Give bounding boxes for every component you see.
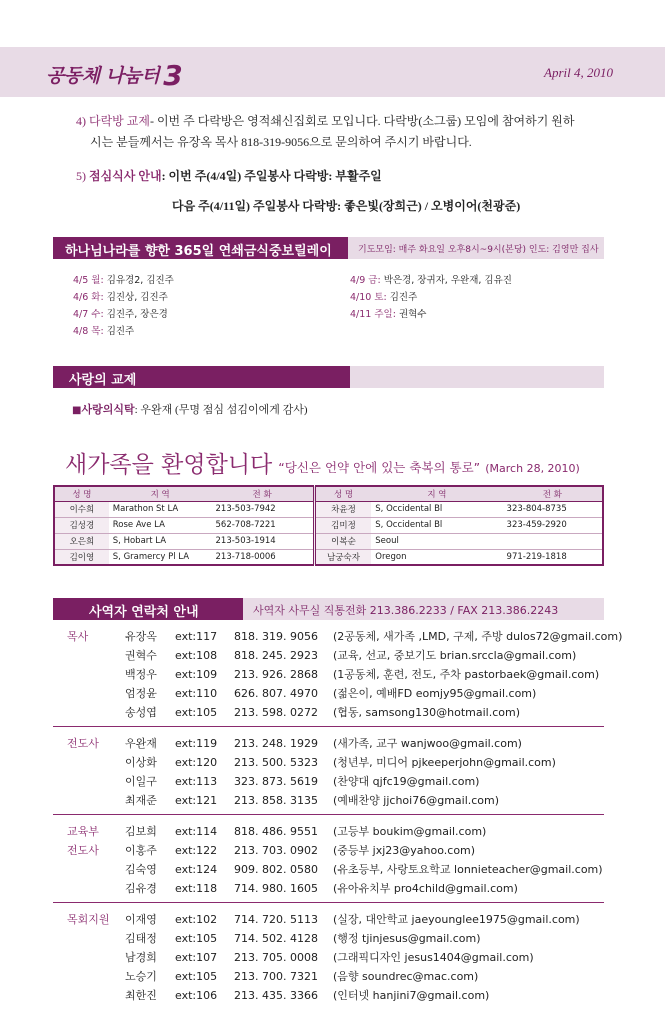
table-header: 전 화 <box>212 486 315 501</box>
relay-names: 김진주 <box>386 292 418 303</box>
staff-ext: ext:120 <box>175 756 218 769</box>
staff-ext: ext:118 <box>175 882 218 895</box>
table-row <box>54 501 603 517</box>
staff-note: (교육, 선교, 중보기도 brian.srccla@gmail.com) <box>333 649 577 662</box>
staff-row <box>53 791 604 810</box>
staff-row <box>53 822 604 841</box>
staff-name: 백정우 <box>125 668 157 681</box>
table-cell: 323-804-8735 <box>503 501 603 517</box>
role-label: 목회지원 <box>67 913 110 926</box>
staff-row <box>53 841 604 860</box>
staff-note: (예배찬양 jjchoi76@gmail.com) <box>333 794 500 807</box>
table-cell: S, Occidental Bl <box>371 501 502 517</box>
staff-ext: ext:105 <box>175 932 218 945</box>
relay-info: 기도모임: 매주 화요일 오후8시~9시(본당) 인도: 김영만 집사 <box>358 245 599 255</box>
staff-phone: 323. 873. 5619 <box>234 775 318 788</box>
staff-row <box>53 929 604 948</box>
table-cell: 이수희 <box>54 501 109 517</box>
role-label: 전도사 <box>67 737 99 750</box>
staff-ext: ext:107 <box>175 951 218 964</box>
staff-note: (유아유치부 pro4child@gmail.com) <box>333 882 518 895</box>
staff-note: (유초등부, 사랑토요학교 lonnieteacher@gmail.com) <box>333 863 603 876</box>
staff-phone: 213. 435. 3366 <box>234 989 318 1002</box>
staff-phone: 818. 319. 9056 <box>234 630 318 643</box>
relay-day: 4/9 금: <box>350 275 381 286</box>
table-cell: 이복순 <box>314 533 371 549</box>
staff-row <box>53 772 604 791</box>
staff-name: 이홍주 <box>125 844 157 857</box>
staff-name: 이일구 <box>125 775 157 788</box>
staff-ext: ext:119 <box>175 737 218 750</box>
relay-names: 김진주, 장은경 <box>103 309 168 320</box>
table-row <box>54 533 603 549</box>
section-title: 공동체 나눔터 3 <box>46 59 183 92</box>
table-cell: 오은희 <box>54 533 109 549</box>
relay-names: 김유경2, 김진주 <box>103 275 174 286</box>
staff-phone: 909. 802. 0580 <box>234 863 318 876</box>
relay-day: 4/6 화: <box>73 292 104 303</box>
staff-row <box>53 627 623 646</box>
staff-note: (협동, samsong130@hotmail.com) <box>333 706 520 719</box>
staff-name: 권혁수 <box>125 649 157 662</box>
relay-names: 김진상, 김진주 <box>103 292 168 303</box>
relay-title: 하나님나라를 향한 365일 연쇄금식중보릴레이 <box>53 237 348 259</box>
staff-name: 이상화 <box>125 756 157 769</box>
staff-ext: ext:122 <box>175 844 218 857</box>
staff-name: 노승기 <box>125 970 157 983</box>
staff-name: 송성엽 <box>125 706 157 719</box>
welcome-heading: 새가족을 환영합니다 “당신은 언약 안에 있는 축복의 통로” (March 28, 2010) <box>65 452 580 478</box>
table-row <box>54 549 603 565</box>
staff-note: (1공동체, 훈련, 전도, 주차 pastorbaek@gmail.com) <box>333 668 600 681</box>
notice-label: 점심식사 안내 <box>89 169 162 183</box>
staff-ext: ext:105 <box>175 706 218 719</box>
love-table-line: ■사랑의식탁: 우완재 (무명 점심 섬김이에게 감사) <box>72 403 308 416</box>
welcome-date: (March 28, 2010) <box>485 462 580 475</box>
relay-item <box>350 289 417 303</box>
table-header: 전 화 <box>503 486 603 501</box>
office-phone: 사역자 사무실 직통전화 213.386.2233 / FAX 213.386.2243 <box>243 598 604 620</box>
staff-row <box>53 753 604 772</box>
table-header: 성 명 <box>314 486 371 501</box>
staff-row <box>53 646 604 665</box>
staff-ext: ext:121 <box>175 794 218 807</box>
staff-note: (음향 soundrec@mac.com) <box>333 970 479 983</box>
relay-names: 박은경, 장귀자, 우완재, 김유진 <box>380 275 512 286</box>
table-cell: 213-503-7942 <box>212 501 315 517</box>
staff-note: (찬양대 qjfc19@gmail.com) <box>333 775 480 788</box>
staff-note: (젊은이, 예배FD eomjy95@gmail.com) <box>333 687 537 700</box>
love-title: 사랑의 교제 <box>53 366 350 388</box>
staff-name: 우완재 <box>125 737 157 750</box>
staff-name: 김보희 <box>125 825 157 838</box>
staff-note: (그래픽디자인 jesus1404@gmail.com) <box>333 951 534 964</box>
staff-row <box>53 665 604 684</box>
staff-ext: ext:110 <box>175 687 218 700</box>
role-label: 교육부 <box>67 825 99 838</box>
staff-note: (고등부 boukim@gmail.com) <box>333 825 487 838</box>
table-cell: 971-219-1818 <box>506 551 567 562</box>
table-cell: S, Occidental Bl <box>371 517 502 533</box>
relay-item <box>73 306 168 320</box>
table-cell: Marathon St LA <box>109 501 212 517</box>
notice-lunch: 5) 점심식사 안내: 이번 주(4/4일) 주일봉사 다락방: 부활주일 다음 주(4/11일) 주일봉사 다락방: 좋은빛(장희근) / 오병이어(천광준) <box>76 169 521 213</box>
staff-name: 최재준 <box>125 794 157 807</box>
staff-title: 사역자 연락처 안내 <box>53 598 243 620</box>
staff-ext: ext:108 <box>175 649 218 662</box>
staff-name: 이재영 <box>125 913 157 926</box>
staff-phone: 213. 703. 0902 <box>234 844 318 857</box>
staff-header <box>53 598 604 620</box>
relay-item <box>73 289 168 303</box>
relay-item <box>73 272 174 286</box>
table-cell: 562-708-7221 <box>212 517 315 533</box>
staff-ext: ext:102 <box>175 913 218 926</box>
relay-day: 4/11 주일: <box>350 309 396 320</box>
staff-note: (중등부 jxj23@yahoo.com) <box>333 844 476 857</box>
love-bar-ext <box>350 366 604 388</box>
staff-row <box>53 860 604 879</box>
staff-ext: ext:124 <box>175 863 218 876</box>
relay-names: 권혁수 <box>395 309 427 320</box>
staff-ext: ext:113 <box>175 775 218 788</box>
relay-day: 4/5 월: <box>73 275 104 286</box>
relay-item <box>73 323 134 337</box>
table-header: 지 역 <box>109 486 212 501</box>
staff-row <box>53 986 604 1005</box>
table-row <box>54 517 603 533</box>
issue-date: April 4, 2010 <box>544 65 613 80</box>
staff-row <box>53 734 604 753</box>
table-cell: S, Hobart LA <box>109 533 212 549</box>
staff-note: (실장, 대안학교 jaeyounglee1975@gmail.com) <box>333 913 580 926</box>
relay-item <box>350 306 426 320</box>
welcome-quote: “당신은 언약 안에 있는 축복의 통로” <box>278 460 481 475</box>
table-cell: 김이영 <box>54 549 109 565</box>
staff-phone: 818. 245. 2923 <box>234 649 318 662</box>
table-cell: 김성경 <box>54 517 109 533</box>
section-number: 3 <box>163 59 183 92</box>
staff-note: (2공동체, 새가족 ,LMD, 구제, 주방 dulos72@gmail.com) <box>333 630 623 643</box>
staff-name: 엄정윤 <box>125 687 157 700</box>
table-cell: 차윤정 <box>314 501 371 517</box>
staff-name: 남경희 <box>125 951 157 964</box>
table-cell: 213-718-0006 <box>215 551 276 562</box>
staff-phone: 714. 720. 5113 <box>234 913 318 926</box>
staff-ext: ext:106 <box>175 989 218 1002</box>
staff-phone: 626. 807. 4970 <box>234 687 318 700</box>
table-cell: Rose Ave LA <box>109 517 212 533</box>
staff-phone: 818. 486. 9551 <box>234 825 318 838</box>
staff-phone: 213. 500. 5323 <box>234 756 318 769</box>
table-cell <box>503 533 603 549</box>
staff-phone: 213. 700. 7321 <box>234 970 318 983</box>
role-label: 전도사 <box>67 844 99 857</box>
staff-ext: ext:109 <box>175 668 218 681</box>
staff-row <box>53 879 604 898</box>
relay-item <box>350 272 512 286</box>
table-cell: Oregon <box>375 551 407 562</box>
staff-name: 김숙영 <box>125 863 157 876</box>
notice-label: 다락방 교제 <box>89 114 150 128</box>
staff-phone: 213. 858. 3135 <box>234 794 318 807</box>
staff-name: 김유경 <box>125 882 157 895</box>
staff-note: (인터넷 hanjini7@gmail.com) <box>333 989 490 1002</box>
relay-day: 4/10 토: <box>350 292 387 303</box>
staff-phone: 213. 705. 0008 <box>234 951 318 964</box>
table-header: 성 명 <box>54 486 109 501</box>
staff-name: 유장옥 <box>125 630 157 643</box>
staff-row <box>53 948 604 967</box>
relay-info-bar <box>348 237 604 259</box>
notice-darakbang: 4) 다락방 교제- 이번 주 다락방은 영적쇄신집회로 모입니다. 다락방(소그룹) 모임에 참여하기 원하 시는 분들께서는 유장옥 목사 818-319-9056으로 문의하여 주시기 바랍니다. <box>76 114 575 149</box>
table-cell: S, Gramercy Pl LA <box>112 551 190 562</box>
table-cell: 323-459-2920 <box>503 517 603 533</box>
staff-ext: ext:117 <box>175 630 218 643</box>
group-divider <box>53 902 604 903</box>
staff-note: (새가족, 교구 wanjwoo@gmail.com) <box>333 737 522 750</box>
table-cell: 김미정 <box>314 517 371 533</box>
page-header <box>0 47 665 97</box>
staff-note: (행정 tjinjesus@gmail.com) <box>333 932 481 945</box>
staff-phone: 213. 926. 2868 <box>234 668 318 681</box>
staff-row <box>53 967 604 986</box>
table-header: 지 역 <box>371 486 502 501</box>
staff-ext: ext:114 <box>175 825 218 838</box>
staff-phone: 213. 248. 1929 <box>234 737 318 750</box>
staff-name: 김태정 <box>125 932 157 945</box>
new-family-table <box>53 485 604 566</box>
group-divider <box>53 726 604 727</box>
table-cell: 213-503-1914 <box>212 533 315 549</box>
staff-phone: 714. 502. 4128 <box>234 932 318 945</box>
role-label: 목사 <box>67 630 89 643</box>
table-cell: Seoul <box>371 533 502 549</box>
relay-names: 김진주 <box>103 326 135 337</box>
staff-name: 최한진 <box>125 989 157 1002</box>
group-divider <box>53 814 604 815</box>
staff-note: (청년부, 미디어 pjkeeperjohn@gmail.com) <box>333 756 556 769</box>
staff-row <box>53 703 604 722</box>
table-cell: 남궁숙자 <box>314 549 371 565</box>
staff-ext: ext:105 <box>175 970 218 983</box>
staff-row <box>53 910 604 929</box>
staff-row <box>53 684 604 703</box>
staff-phone: 213. 598. 0272 <box>234 706 318 719</box>
relay-day: 4/7 수: <box>73 309 104 320</box>
staff-phone: 714. 980. 1605 <box>234 882 318 895</box>
relay-day: 4/8 목: <box>73 326 104 337</box>
